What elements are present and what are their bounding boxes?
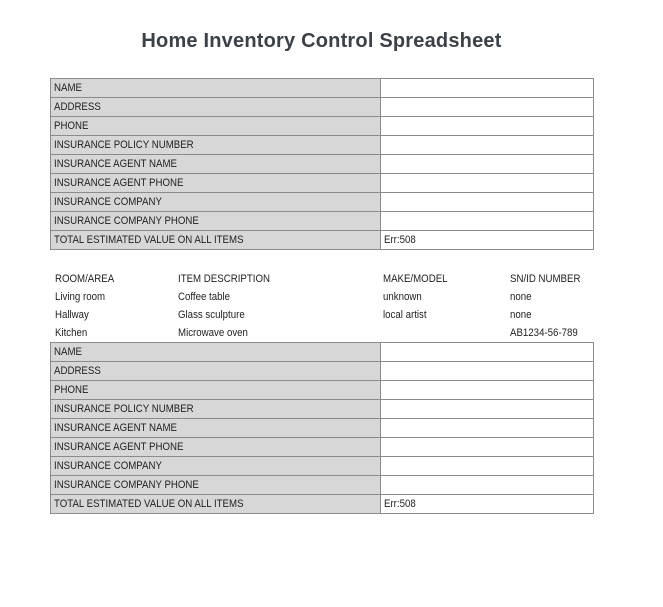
inventory-item-cell: Glass sculpture bbox=[178, 309, 245, 321]
table-row bbox=[51, 79, 594, 98]
table-row bbox=[51, 174, 594, 193]
table-row bbox=[51, 98, 594, 117]
row-label-cell bbox=[51, 476, 381, 495]
inventory-make-cell: unknown bbox=[383, 291, 422, 303]
row-value-cell bbox=[381, 381, 594, 400]
table-row bbox=[51, 362, 594, 381]
row-label: NAME bbox=[54, 346, 82, 358]
inventory-col-header-sn-id-number: SN/ID NUMBER bbox=[510, 273, 581, 285]
owner-info-table-top bbox=[50, 78, 594, 250]
row-label-cell bbox=[51, 495, 381, 514]
row-value-cell bbox=[381, 79, 594, 98]
row-label-cell bbox=[51, 231, 381, 250]
total-value-error: Err:508 bbox=[384, 234, 416, 246]
inventory-row bbox=[50, 288, 593, 306]
row-label-cell bbox=[51, 362, 381, 381]
row-label-cell bbox=[51, 381, 381, 400]
row-label: INSURANCE AGENT PHONE bbox=[54, 441, 184, 453]
row-label-cell bbox=[51, 212, 381, 231]
row-label: INSURANCE AGENT PHONE bbox=[54, 177, 184, 189]
table-row bbox=[51, 117, 594, 136]
row-label-cell bbox=[51, 79, 381, 98]
row-value-cell bbox=[381, 476, 594, 495]
row-value-cell bbox=[381, 212, 594, 231]
row-label: INSURANCE POLICY NUMBER bbox=[54, 403, 194, 415]
row-label: INSURANCE AGENT NAME bbox=[54, 158, 178, 170]
row-label: INSURANCE COMPANY bbox=[54, 196, 162, 208]
row-value-cell bbox=[381, 193, 594, 212]
table-row bbox=[51, 231, 594, 250]
row-value-cell bbox=[381, 231, 594, 250]
row-value-cell bbox=[381, 457, 594, 476]
row-label-cell bbox=[51, 193, 381, 212]
row-value-cell bbox=[381, 98, 594, 117]
table-row bbox=[51, 381, 594, 400]
inventory-row bbox=[50, 306, 593, 324]
table-row bbox=[51, 419, 594, 438]
inventory-room-cell: Hallway bbox=[55, 309, 89, 321]
row-label: INSURANCE COMPANY PHONE bbox=[54, 215, 199, 227]
inventory-item-cell: Coffee table bbox=[178, 291, 231, 303]
table-row bbox=[51, 136, 594, 155]
row-label-cell bbox=[51, 174, 381, 193]
row-label: PHONE bbox=[54, 120, 89, 132]
row-value-cell bbox=[381, 419, 594, 438]
inventory-sn-cell: none bbox=[510, 309, 532, 321]
inventory-row bbox=[50, 324, 593, 342]
inventory-header-row bbox=[50, 270, 593, 288]
total-value-error: Err:508 bbox=[384, 498, 416, 510]
row-label: INSURANCE AGENT NAME bbox=[54, 422, 178, 434]
inventory-item-cell: Microwave oven bbox=[178, 327, 248, 339]
table-row bbox=[51, 193, 594, 212]
inventory-room-cell: Kitchen bbox=[55, 327, 88, 339]
row-value-cell bbox=[381, 400, 594, 419]
table-row bbox=[51, 155, 594, 174]
row-label-cell bbox=[51, 136, 381, 155]
inventory-room-cell: Living room bbox=[55, 291, 106, 303]
row-value-cell bbox=[381, 174, 594, 193]
row-value-cell bbox=[381, 495, 594, 514]
row-value-cell bbox=[381, 362, 594, 381]
row-value-cell bbox=[381, 343, 594, 362]
row-label-cell bbox=[51, 98, 381, 117]
row-value-cell bbox=[381, 155, 594, 174]
inventory-make-cell: local artist bbox=[383, 309, 427, 321]
table-row bbox=[51, 495, 594, 514]
row-label: INSURANCE COMPANY PHONE bbox=[54, 479, 199, 491]
table-row bbox=[51, 400, 594, 419]
row-value-cell bbox=[381, 117, 594, 136]
inventory-col-header-item-description: ITEM DESCRIPTION bbox=[178, 273, 270, 285]
row-label: NAME bbox=[54, 82, 82, 94]
row-value-cell bbox=[381, 438, 594, 457]
row-label-cell bbox=[51, 457, 381, 476]
table-row bbox=[51, 457, 594, 476]
row-label: TOTAL ESTIMATED VALUE ON ALL ITEMS bbox=[54, 498, 244, 510]
row-label-cell bbox=[51, 343, 381, 362]
row-label: INSURANCE POLICY NUMBER bbox=[54, 139, 194, 151]
row-label-cell bbox=[51, 400, 381, 419]
inventory-col-header-room-area: ROOM/AREA bbox=[55, 273, 115, 285]
row-label-cell bbox=[51, 419, 381, 438]
inventory-col-header-make-model: MAKE/MODEL bbox=[383, 273, 448, 285]
table-row bbox=[51, 343, 594, 362]
row-label-cell bbox=[51, 117, 381, 136]
row-label-cell bbox=[51, 155, 381, 174]
inventory-sn-cell: none bbox=[510, 291, 532, 303]
table-row bbox=[51, 212, 594, 231]
page-title: Home Inventory Control Spreadsheet bbox=[141, 30, 502, 52]
row-label: INSURANCE COMPANY bbox=[54, 460, 162, 472]
table-row bbox=[51, 476, 594, 495]
row-label: PHONE bbox=[54, 384, 89, 396]
row-label-cell bbox=[51, 438, 381, 457]
inventory-sn-cell: AB1234-56-789 bbox=[510, 327, 578, 339]
owner-info-table-bottom bbox=[50, 342, 594, 514]
row-label: TOTAL ESTIMATED VALUE ON ALL ITEMS bbox=[54, 234, 244, 246]
table-row bbox=[51, 438, 594, 457]
inventory-list bbox=[50, 270, 593, 342]
row-label: ADDRESS bbox=[54, 101, 101, 113]
row-value-cell bbox=[381, 136, 594, 155]
row-label: ADDRESS bbox=[54, 365, 101, 377]
